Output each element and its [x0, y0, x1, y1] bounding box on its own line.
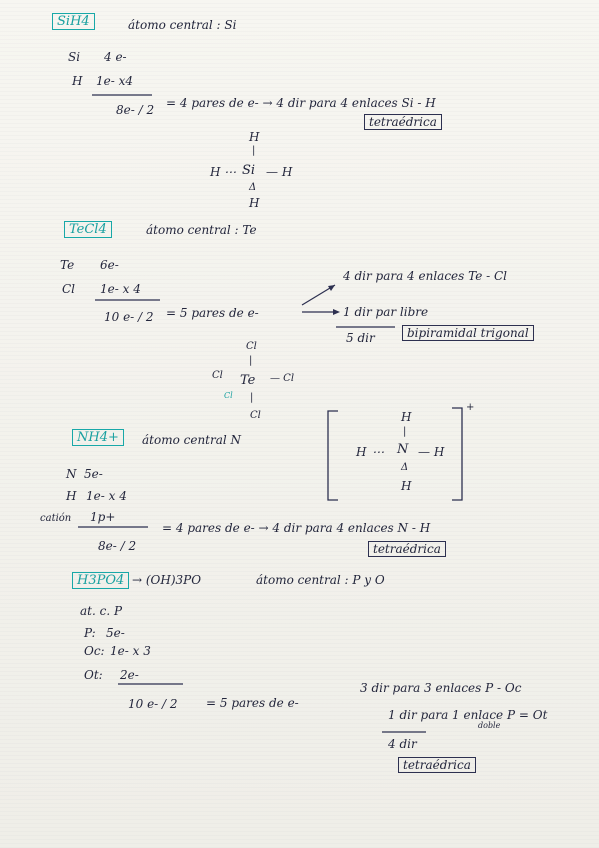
h3po4-result: = 5 pares de e- [206, 696, 299, 710]
sih4-mol-wedge-left: ⋯ [224, 165, 236, 179]
nh4-cation-proton: 1p+ [90, 510, 116, 524]
nh4-mol-wedge-bottom: Δ [401, 462, 409, 473]
nh4-mol-bond-top: | [403, 426, 407, 437]
nh4-denominator: 8e- / 2 [98, 539, 137, 553]
nh4-mol-center: N [397, 442, 409, 457]
nh4-mol-top-h: H [401, 410, 412, 424]
sih4-mol-wedge-bottom: Δ [249, 182, 257, 193]
h3po4-geometry: tetraédrica [398, 757, 476, 773]
sih4-denominator: 8e- / 2 [116, 103, 155, 117]
nh4-mol-left-h: H [356, 445, 367, 459]
nh4-mol-right: — H [418, 445, 445, 459]
h3po4-oc-symbol: Oc: [84, 644, 105, 658]
h3po4-p-electrons: 5e- [106, 626, 125, 640]
tecl4-mol-bottom: Cl [250, 410, 261, 421]
tecl4-geometry: bipiramidal trigonal [402, 325, 534, 341]
h3po4-central-atom: átomo central : P y O [256, 573, 385, 587]
h3po4-ot-electrons: 2e- [120, 668, 139, 682]
nh4-h-electrons: 1e- x 4 [86, 489, 127, 503]
h3po4-double-note: doble [478, 721, 501, 730]
tecl4-mol-lowleft: Cl [224, 391, 233, 400]
sih4-title: SiH4 [52, 13, 95, 30]
sih4-mol-center: Si [242, 163, 256, 178]
tecl4-cl-symbol: Cl [62, 282, 76, 296]
nh4-n-electrons: 5e- [84, 467, 103, 481]
tecl4-title: TeCl4 [64, 221, 112, 238]
tecl4-mol-bond-top: | [249, 355, 253, 366]
nh4-central-atom: átomo central N [142, 433, 242, 447]
tecl4-denominator: 10 e- / 2 [104, 310, 154, 324]
sih4-si-electrons: 4 e- [104, 50, 127, 64]
sih4-mol-bottom-h: H [249, 196, 260, 210]
nh4-title: NH4+ [72, 429, 124, 446]
h3po4-ot-symbol: Ot: [84, 668, 103, 682]
sih4-mol-top-h: H [249, 130, 260, 144]
tecl4-mol-right: — Cl [270, 373, 295, 384]
tecl4-mol-bond-bottom: | [250, 392, 254, 403]
tecl4-mol-top: Cl [246, 341, 257, 352]
tecl4-mol-center: Te [240, 373, 256, 388]
sih4-mol-left-h: H [210, 165, 221, 179]
sih4-geometry: tetraédrica [364, 114, 442, 130]
tecl4-branch-lone-pair: 1 dir par libre [343, 305, 429, 319]
tecl4-mol-left: Cl [212, 370, 223, 381]
h3po4-p-symbol: P: [84, 626, 96, 640]
h3po4-denominator: 10 e- / 2 [128, 697, 178, 711]
tecl4-result: = 5 pares de e- [166, 306, 259, 320]
sih4-si-symbol: Si [68, 50, 81, 64]
nh4-h-symbol: H [66, 489, 77, 503]
nh4-n-symbol: N [66, 467, 77, 481]
tecl4-cl-electrons: 1e- x 4 [100, 282, 141, 296]
tecl4-te-electrons: 6e- [100, 258, 119, 272]
nh4-charge: + [466, 402, 475, 413]
tecl4-total-directions: 5 dir [346, 331, 375, 345]
sih4-result: = 4 pares de e- → 4 dir para 4 enlaces Si - H [166, 96, 436, 110]
h3po4-branch-single-bonds: 3 dir para 3 enlaces P - Oc [360, 681, 522, 695]
h3po4-branch-double-bond: 1 dir para 1 enlace P = Ot [388, 708, 548, 722]
tecl4-central-atom: átomo central : Te [146, 223, 257, 237]
tecl4-branch-bonds: 4 dir para 4 enlaces Te - Cl [343, 269, 508, 283]
nh4-mol-wedge-left: ⋯ [372, 445, 384, 459]
h3po4-central-atom-short: at. c. P [80, 604, 123, 618]
tecl4-te-symbol: Te [60, 258, 75, 272]
sih4-h-electrons: 1e- x4 [96, 74, 134, 88]
sih4-mol-right: — H [266, 165, 293, 179]
sih4-mol-bond-top: | [252, 145, 256, 156]
nh4-mol-bottom-h: H [401, 479, 412, 493]
h3po4-title: H3PO4 [72, 572, 129, 589]
sih4-central-atom: átomo central : Si [128, 18, 237, 32]
nh4-result: = 4 pares de e- → 4 dir para 4 enlaces N - H [162, 521, 431, 535]
nh4-geometry: tetraédrica [368, 541, 446, 557]
h3po4-formula: → (OH)3PO [132, 573, 202, 587]
sih4-h-symbol: H [72, 74, 83, 88]
h3po4-oc-electrons: 1e- x 3 [110, 644, 151, 658]
h3po4-total-directions: 4 dir [388, 737, 417, 751]
nh4-cation-label: catión [40, 513, 72, 524]
